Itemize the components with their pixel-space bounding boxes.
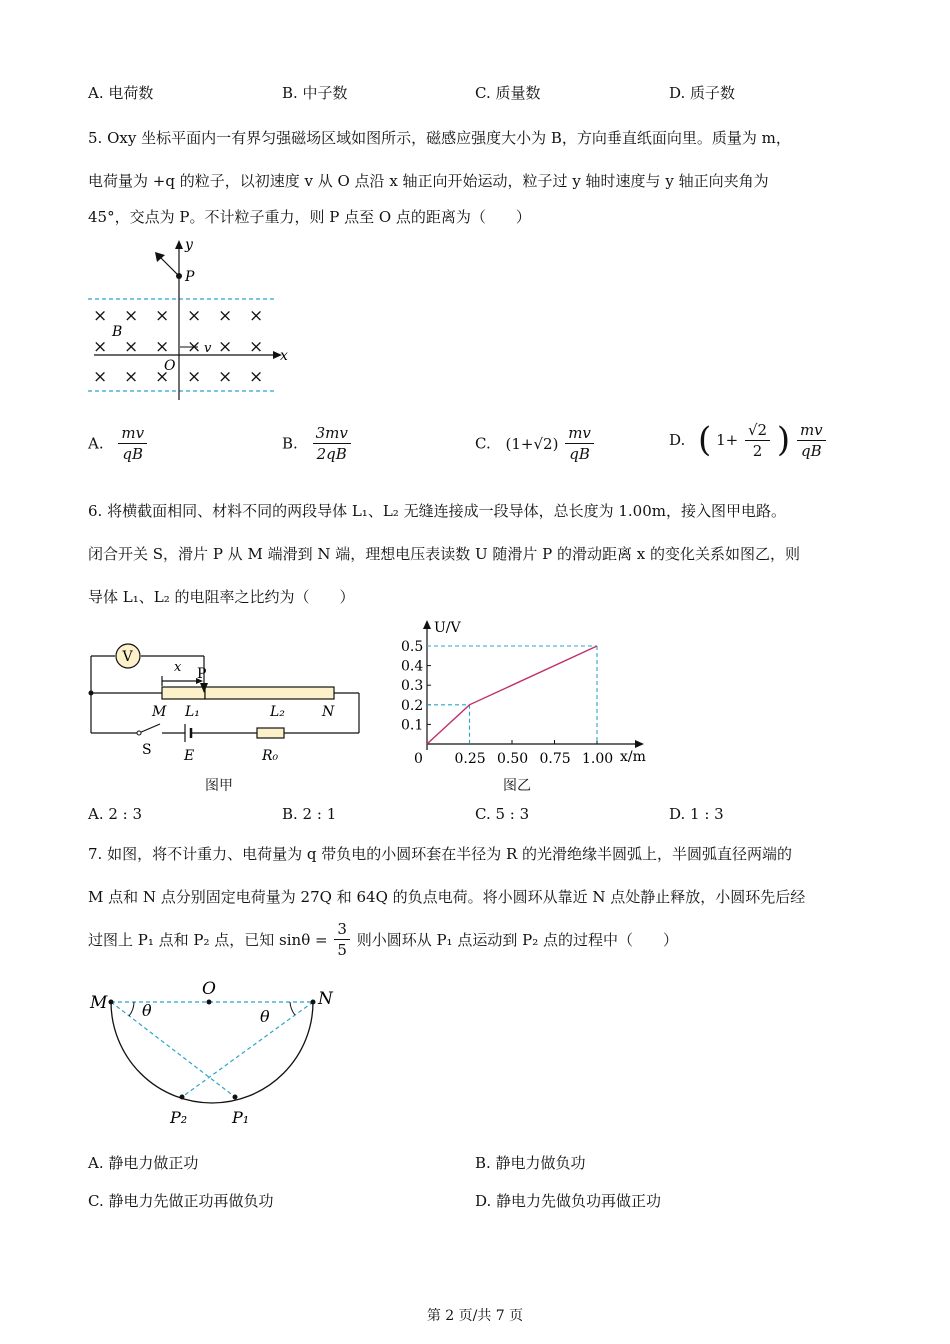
label-l2: L₂ — [270, 704, 285, 720]
point-p1 — [233, 1095, 238, 1100]
angle-arc-m — [129, 1002, 134, 1016]
denominator: qB — [122, 445, 144, 463]
label-v: v — [204, 341, 212, 356]
label-s: S — [142, 742, 152, 758]
point-p2 — [180, 1095, 185, 1100]
cross: × — [93, 367, 108, 387]
caption-figure-a: 图甲 — [205, 778, 233, 794]
cross: × — [249, 306, 264, 326]
q6-line-1: 6. 将横截面相同、材料不同的两段导体 L₁、L₂ 无缝连接成一段导体，总长度为 1.00m，接入图甲电路。 — [88, 502, 786, 520]
u-x-line — [427, 646, 597, 744]
line-n-p2 — [182, 1002, 313, 1097]
q7-semicircle-figure — [84, 978, 344, 1138]
x-tick-label: 0.50 — [497, 751, 529, 767]
numerator: 3 — [334, 920, 350, 940]
prefix: 1+ — [716, 431, 739, 449]
label-p: P — [185, 269, 195, 285]
cross: × — [218, 367, 233, 387]
q6-option-b: B. 2 : 1 — [282, 805, 337, 823]
label-p: P — [197, 666, 207, 682]
cross: × — [218, 306, 233, 326]
inner-fraction — [745, 421, 770, 460]
cross: × — [93, 337, 108, 357]
q5-magnetic-field-figure — [86, 236, 296, 408]
label-theta-n: θ — [260, 1007, 270, 1026]
point-n — [311, 1000, 316, 1005]
left-paren: ( — [698, 420, 712, 460]
cross: × — [93, 306, 108, 326]
q4-option-c: C. 质量数 — [475, 84, 541, 102]
q5-option-c — [475, 424, 596, 463]
denominator: qB — [569, 445, 590, 463]
sin-theta-fraction — [334, 920, 350, 959]
junction-node — [89, 691, 94, 696]
cross: × — [155, 367, 170, 387]
option-letter: C. — [475, 434, 491, 453]
point-o — [207, 1000, 212, 1005]
label-n: N — [318, 989, 333, 1009]
label-n: N — [322, 704, 335, 720]
q7-line-2: M 点和 N 点分别固定电荷量为 27Q 和 64Q 的负点电荷。将小圆环从靠近 N 点处静止释放，小圆环先后经 — [88, 888, 806, 906]
cross: × — [187, 306, 202, 326]
line3-post: 则小圆环从 P₁ 点运动到 P₂ 点的过程中（ ） — [356, 931, 678, 949]
cross: × — [124, 367, 139, 387]
line3-pre: 过图上 P₁ 点和 P₂ 点，已知 sinθ = — [88, 931, 328, 949]
numerator: √2 — [745, 421, 770, 441]
y-tick-label: 0.5 — [401, 639, 424, 655]
fraction — [797, 421, 826, 460]
q7-option-c: C. 静电力先做正功再做负功 — [88, 1192, 274, 1210]
y-tick-label: 0.3 — [401, 678, 424, 695]
x-tick-label: 0.25 — [454, 751, 486, 767]
label-p2: P₂ — [170, 1108, 188, 1127]
numerator: mv — [118, 424, 147, 444]
q6-line-2: 闭合开关 S，滑片 P 从 M 端滑到 N 端，理想电压表读数 U 随滑片 P 的滑动距离 x 的变化关系如图乙，则 — [88, 545, 801, 563]
page-footer: 第 2 页/共 7 页 — [426, 1308, 524, 1324]
q5-line-2: 电荷量为 +q 的粒子，以初速度 v 从 O 点沿 x 轴正向开始运动，粒子过 y 轴时速度与 y 轴正向夹角为 — [88, 172, 769, 190]
angle-arc-n — [290, 1002, 295, 1015]
numerator: 3mv — [313, 424, 351, 444]
x-tick-label: 1.00 — [582, 751, 614, 767]
q6-circuit-diagram — [84, 636, 374, 768]
point-m — [109, 1000, 114, 1005]
resistor-r0 — [257, 728, 284, 738]
line-m-p1 — [111, 1002, 235, 1097]
switch-contact — [137, 731, 141, 735]
label-r0: R₀ — [262, 748, 279, 764]
denominator: 5 — [337, 941, 347, 959]
label-e: E — [184, 748, 195, 764]
q7-line-1: 7. 如图，将不计重力、电荷量为 q 带负电的小圆环套在半径为 R 的光滑绝缘半圆弧上，半圆弧直径两端的 — [88, 845, 793, 863]
cross: × — [155, 306, 170, 326]
numerator: mv — [797, 421, 826, 441]
q7-option-a: A. 静电力做正功 — [88, 1154, 199, 1172]
fraction — [118, 424, 147, 463]
y-tick-label: 0.4 — [401, 658, 424, 675]
x-tick-label: 0.75 — [539, 751, 571, 767]
cross: × — [249, 367, 264, 387]
y-tick-label: 0.2 — [401, 697, 424, 714]
label-m: M — [152, 704, 167, 720]
label-o: O — [164, 358, 176, 374]
q5-option-d — [669, 420, 828, 460]
denominator: 2qB — [316, 445, 347, 463]
q4-option-d: D. 质子数 — [669, 84, 736, 102]
y-axis-label: y — [185, 237, 193, 253]
q6-option-c: C. 5 : 3 — [475, 805, 530, 823]
q4-option-b: B. 中子数 — [282, 84, 348, 102]
q7-option-b: B. 静电力做负功 — [475, 1154, 586, 1172]
cross: × — [187, 337, 202, 357]
fraction — [313, 424, 351, 463]
label-b: B — [112, 324, 123, 340]
cross: × — [249, 337, 264, 357]
option-letter: A. — [88, 434, 104, 453]
cross: × — [218, 337, 233, 357]
x-axis-label: x/m — [620, 749, 646, 765]
cross: × — [187, 367, 202, 387]
label-o: O — [202, 979, 216, 999]
y-axis-arrow-icon — [175, 240, 183, 249]
option-letter: B. — [282, 434, 298, 453]
y-tick-label: 0.1 — [401, 717, 424, 734]
fraction — [565, 424, 594, 463]
q7-line-3 — [88, 920, 678, 959]
origin-label: 0 — [414, 751, 423, 767]
q6-option-a: A. 2 : 3 — [88, 805, 143, 823]
voltmeter-label: V — [122, 649, 133, 665]
q4-option-a: A. 电荷数 — [88, 84, 154, 102]
guide-lines — [427, 646, 597, 744]
label-p1: P₁ — [232, 1108, 250, 1127]
q5-option-a — [88, 424, 149, 463]
cross: × — [124, 337, 139, 357]
q6-line-3: 导体 L₁、L₂ 的电阻率之比约为（ ） — [88, 588, 355, 606]
option-letter: D. — [669, 431, 686, 449]
field-crosses — [93, 306, 263, 387]
y-axis-arrow-icon — [423, 620, 431, 629]
denominator: 2 — [752, 441, 763, 460]
prefix: (1+√2) — [505, 434, 559, 453]
q5-line-1: 5. Oxy 坐标平面内一有界匀强磁场区域如图所示，磁感应强度大小为 B，方向垂直纸面向里。质量为 m， — [88, 129, 791, 147]
x-axis-arrow-icon — [635, 740, 644, 748]
label-x: x — [174, 660, 182, 675]
q5-line-3: 45°，交点为 P。不计粒子重力，则 P 点至 O 点的距离为（ ） — [88, 208, 531, 226]
right-paren: ) — [776, 420, 791, 460]
q6-u-x-graph — [392, 612, 662, 772]
q5-option-b — [282, 424, 353, 463]
x-axis-label: x — [280, 348, 288, 364]
q7-option-d: D. 静电力先做负功再做正功 — [475, 1192, 662, 1210]
caption-figure-b: 图乙 — [503, 778, 531, 794]
label-l1: L₁ — [185, 704, 200, 720]
cross: × — [155, 337, 170, 357]
conductor-l2 — [205, 687, 334, 699]
cross: × — [124, 306, 139, 326]
label-theta-m: θ — [142, 1001, 152, 1020]
y-axis-label: U/V — [434, 620, 461, 636]
label-m: M — [90, 993, 108, 1013]
numerator: mv — [565, 424, 594, 444]
denominator: qB — [800, 441, 822, 460]
q6-option-d: D. 1 : 3 — [669, 805, 724, 823]
conductor-l1 — [162, 687, 205, 699]
